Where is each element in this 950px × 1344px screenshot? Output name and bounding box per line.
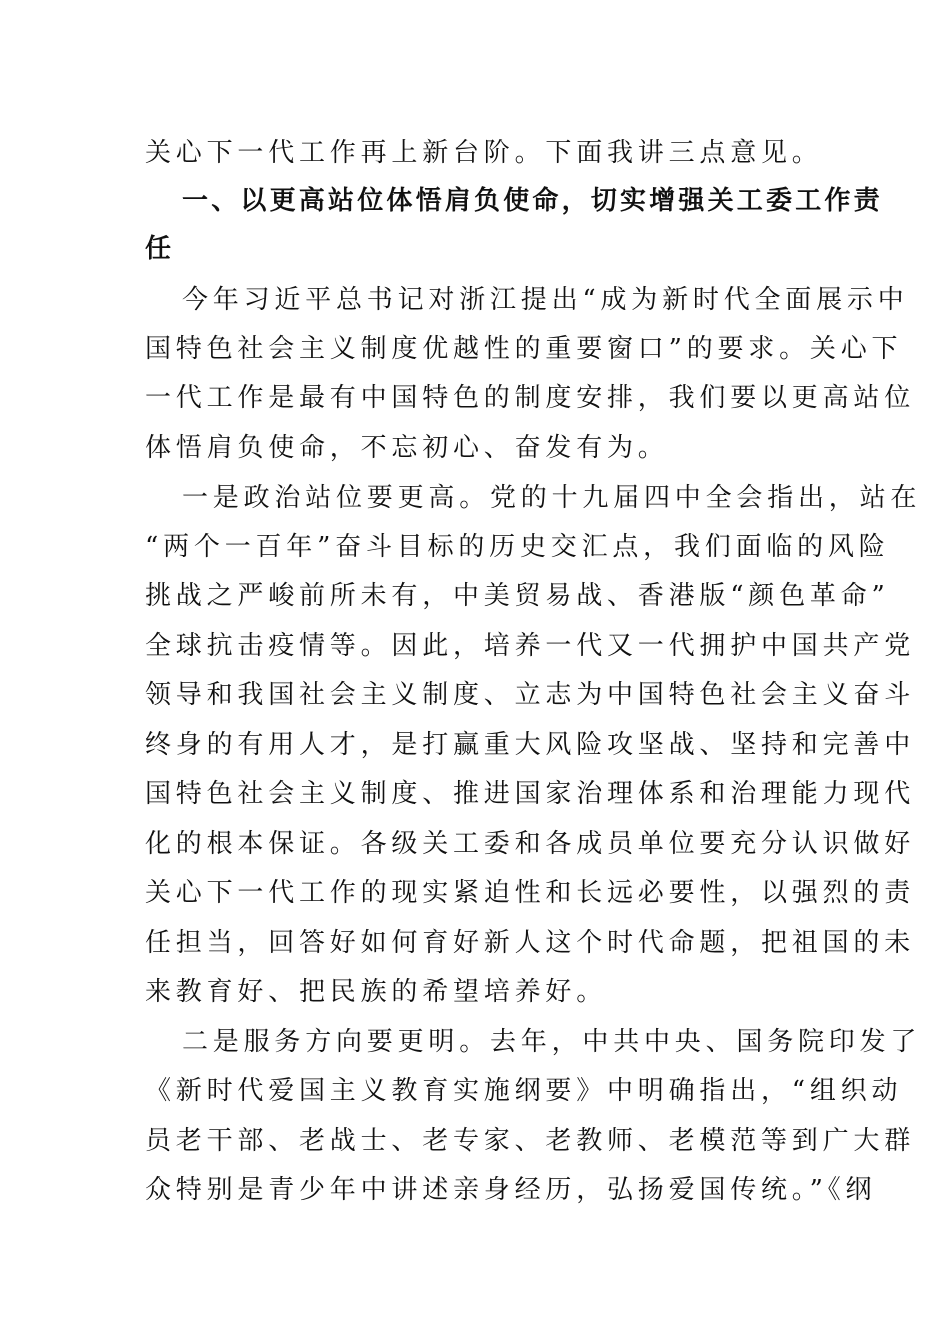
section-heading: 一、以更高站位体悟肩负使命，切实增强关工委工作责 (182, 186, 883, 216)
section-heading-continuation: 任 (145, 234, 175, 264)
paragraph-line: 化的根本保证。各级关工委和各成员单位要充分认识做好 (145, 829, 916, 859)
paragraph-line: 任担当，回答好如何育好新人这个时代命题，把祖国的未 (145, 928, 916, 958)
paragraph-line: 全球抗击疫情等。因此，培养一代又一代拥护中国共产党 (145, 631, 916, 661)
paragraph-line: 终身的有用人才，是打赢重大风险攻坚战、坚持和完善中 (145, 730, 916, 760)
paragraph-line: 关心下一代工作再上新台阶。下面我讲三点意见。 (145, 138, 823, 168)
paragraph-line: 一代工作是最有中国特色的制度安排，我们要以更高站位 (145, 383, 916, 413)
paragraph-line: 国特色社会主义制度、推进国家治理体系和治理能力现代 (145, 779, 916, 809)
paragraph-line: 来教育好、把民族的希望培养好。 (145, 977, 608, 1007)
paragraph-line: “两个一百年”奋斗目标的历史交汇点，我们面临的风险 (145, 532, 890, 562)
paragraph-line: 领导和我国社会主义制度、立志为中国特色社会主义奋斗 (145, 680, 916, 710)
paragraph-line: 二是服务方向要更明。去年，中共中央、国务院印发了 (182, 1027, 922, 1057)
paragraph-line: 关心下一代工作的现实紧迫性和长远必要性，以强烈的责 (145, 878, 916, 908)
paragraph-line: 体悟肩负使命，不忘初心、奋发有为。 (145, 433, 669, 463)
paragraph-line: 众特别是青少年中讲述亲身经历，弘扬爱国传统。”《纲 (145, 1175, 877, 1205)
paragraph-line: 员老干部、老战士、老专家、老教师、老模范等到广大群 (145, 1126, 916, 1156)
paragraph-line: 今年习近平总书记对浙江提出“成为新时代全面展示中 (182, 285, 909, 315)
paragraph-line: 一是政治站位要更高。党的十九届四中全会指出，站在 (182, 483, 922, 513)
paragraph-line: 国特色社会主义制度优越性的重要窗口”的要求。关心下 (145, 334, 903, 364)
paragraph-line: 《新时代爱国主义教育实施纲要》中明确指出，“组织动 (145, 1076, 903, 1106)
paragraph-line: 挑战之严峻前所未有，中美贸易战、香港版“颜色革命” (145, 581, 890, 611)
